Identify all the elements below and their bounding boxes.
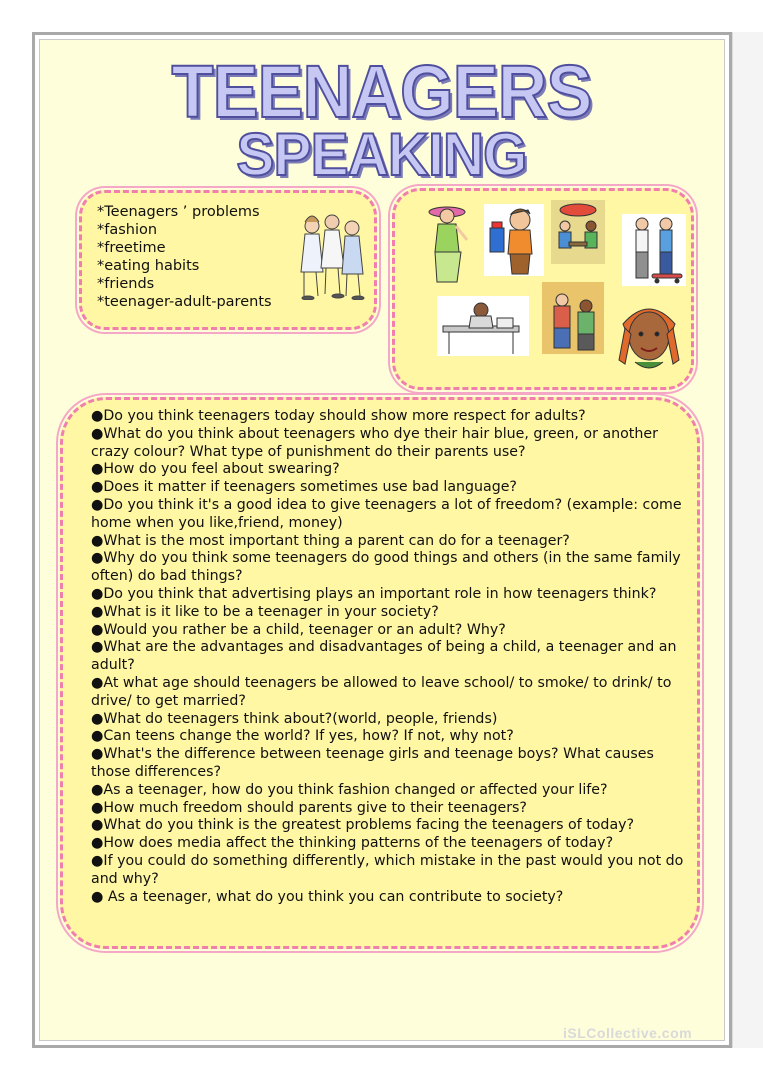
student-at-desk-icon	[437, 296, 529, 356]
teens-at-cafe-icon	[551, 200, 605, 264]
topic-item: *fashion	[97, 222, 158, 238]
teens-chatting-icon	[542, 282, 604, 354]
question-item: ●At what age should teenagers be allowed to leave school/ to smoke/ to drink/ to drive/ to get married?	[91, 674, 672, 709]
title-line-2-text: SPEAKING	[236, 121, 527, 188]
question-item: ●How does media affect the thinking patterns of the teenagers of today?	[91, 835, 614, 852]
question-item: ●What is it like to be a teenager in your society?	[91, 603, 439, 620]
question-item: ●How much freedom should parents give to their teenagers?	[91, 799, 527, 816]
question-item: ●As a teenager, how do you think fashion changed or affected your life?	[91, 781, 608, 798]
topic-item: *friends	[97, 276, 155, 292]
topic-item: *teenager-adult-parents	[97, 294, 272, 310]
teens-with-skateboard-icon	[622, 214, 686, 286]
girl-in-sunhat-icon	[423, 200, 473, 288]
question-item: ● As a teenager, what do you think you can contribute to society?	[91, 888, 564, 905]
girl-with-braids-icon	[611, 294, 687, 374]
question-item: ●What's the difference between teenage girls and teenage boys? What causes those differences?	[91, 746, 654, 780]
question-item: ●Do you think it's a good idea to give teenagers a lot of freedom? (example: come home when you like,friend, money)	[91, 496, 682, 531]
three-girls-icon	[298, 212, 366, 300]
title-line-1-text: TEENAGERS	[171, 50, 592, 133]
question-item: ●How do you feel about swearing?	[91, 461, 340, 478]
title-line-2	[19, 122, 744, 188]
question-item: ●What are the advantages and disadvantages of being a child, a teenager and an adult?	[91, 639, 677, 674]
question-item: ●What do teenagers think about?(world, people, friends)	[91, 710, 498, 727]
boy-with-drink-icon	[484, 204, 544, 276]
question-item: ●Would you rather be a child, teenager or an adult? Why?	[91, 621, 506, 638]
question-item: ●If you could do something differently, which mistake in the past would you not do and why?	[91, 852, 684, 887]
question-item: ●Do you think that advertising plays an important role in how teenagers think?	[91, 585, 657, 602]
question-item: ●Can teens change the world? If yes, how? If not, why not?	[91, 728, 514, 745]
watermark: iSLCollective.com	[563, 1025, 693, 1041]
topic-item: *Teenagers ’ problems	[97, 204, 260, 220]
questions-list	[91, 408, 687, 906]
question-item: ●Does it matter if teenagers sometimes use bad language?	[91, 479, 517, 496]
topic-item: *eating habits	[97, 258, 200, 274]
topics-list	[97, 203, 272, 311]
question-item: ●What is the most important thing a parent can do for a teenager?	[91, 532, 570, 549]
question-item: ●Why do you think some teenagers do good things and others (in the same family often) do bad things?	[91, 550, 681, 585]
topic-item: *freetime	[97, 240, 166, 256]
title-line-1	[27, 52, 737, 132]
question-item: ●What do you think about teenagers who dye their hair blue, green, or another crazy colour? What type of punishment do their parents use?	[91, 425, 658, 460]
question-item: ●What do you think is the greatest problems facing the teenagers of today?	[91, 817, 635, 834]
question-item: ●Do you think teenagers today should show more respect for adults?	[91, 408, 586, 424]
